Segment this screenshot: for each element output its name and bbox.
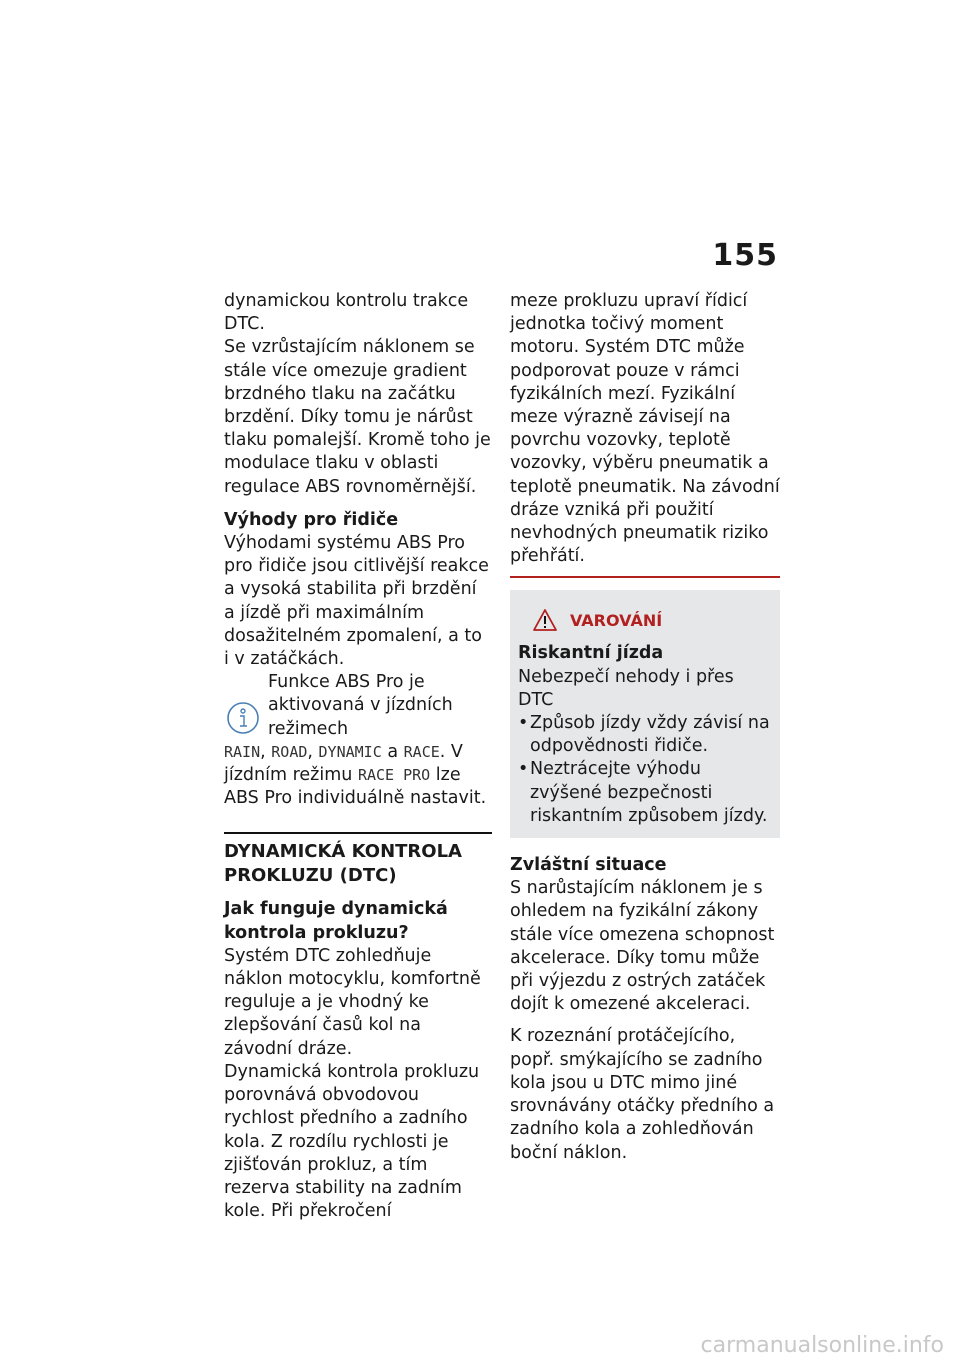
heading-how-dtc-works: Jak funguje dynamická kontrola prokluzu? [224,899,448,943]
warning-list [518,712,770,828]
info-text: Funkce ABS Pro je aktivovaná v jízdních režimech RAIN, ROAD, DYNAMIC a RACE. V jízdním režimu RACE PRO lze ABS Pro individuálně nastavit. [224,672,487,809]
info-icon [226,701,260,735]
heading-rider-benefits: Výhody pro řidiče [224,509,399,530]
right-paragraph-3: K rozeznání protáčejícího, popř. smýkajícího se zadního kola jsou u DTC mimo jiné srovnávány otáčky předního a zadního kola a zohledňován boční náklon. [510,1026,775,1163]
warning-divider [510,576,780,578]
heading-special-situations: Zvláštní situace [510,855,667,876]
warning-item: • Neztrácejte výhodu zvýšené bezpečnosti riskantním způsobem jízdy. [518,758,770,828]
page-number: 155 [712,238,778,273]
mode-race-pro: RACE PRO [357,766,431,785]
info-text-a: Funkce ABS Pro je aktivovaná v jízdních režimech [268,672,453,739]
info-text-b: V jízdním režimu [224,741,463,786]
warning-header [532,608,770,632]
warning-box [510,590,780,838]
mode-dynamic: DYNAMIC [318,742,382,761]
left-paragraph-4: Systém DTC zohledňuje náklon motocyklu, komfortně reguluje a je vhodný ke zlepšování časů kol na závodní dráze. [224,945,481,1059]
watermark: carmanualsonline.info [700,1333,944,1358]
mode-rain: RAIN [224,742,261,761]
conjunction-a: a [387,741,399,762]
section-divider [224,832,492,888]
section-title-dtc: DYNAMICKÁ KONTROLA PROKLUZU (DTC) [224,841,462,887]
left-paragraph-2: Se vzrůstajícím náklonem se stále více omezuje gradient brzdného tlaku na začátku brzdění. Díky tomu je nárůst tlaku pomalejší. Kromě toho je modulace tlaku v oblasti regulace ABS rovnoměrnější. [224,337,491,497]
left-column [224,290,492,1223]
warning-title: Riskantní jízda [518,643,664,664]
right-paragraph-1: meze prokluzu upraví řídicí jednotka točivý moment motoru. Systém DTC může podporovat pouze v rámci fyzikálních mezí. Fyzikální meze výrazně závisejí na povrchu vozovky, teplotě vozovky, výběru pneumatik a teplotě pneumatik. Na závodní dráze vzniká při použití nevhodných pneumatik riziko přehřátí. [510,291,780,567]
right-column [510,290,780,1165]
left-paragraph-5: Dynamická kontrola prokluzu porovnává obvodovou rychlost předního a zadního kola. Z rozdílu rychlosti je zjišťován prokluz, a tím rezerva stability na zadním kole. Při překročení [224,1061,480,1222]
warning-item: • Způsob jízdy vždy závisí na odpovědnosti řidiče. [518,712,770,758]
right-paragraph-2: S narůstajícím náklonem je s ohledem na fyzikální zákony stále více omezena schopnost akcelerace. Díky tomu může při výjezdu z ostrých zatáček dojít k omezené akceleraci. [510,878,775,1015]
info-note [224,671,492,810]
warning-triangle-icon [532,608,558,632]
warning-label: VAROVÁNÍ [570,610,663,630]
info-text-c: lze ABS Pro individuálně nastavit. [224,765,487,809]
left-paragraph-3: Výhodami systému ABS Pro pro řidiče jsou citlivější reakce a vysoká stabilita při brzdění a jízdě při maximálním dosažitelném zpomalení, a to i v zatáčkách. [224,533,489,670]
mode-race: RACE [403,742,440,761]
warning-subtitle: Nebezpečí nehody i přes DTC [518,666,734,710]
mode-road: ROAD [271,742,308,761]
left-paragraph-1: dynamickou kontrolu trakce DTC. [224,291,469,335]
